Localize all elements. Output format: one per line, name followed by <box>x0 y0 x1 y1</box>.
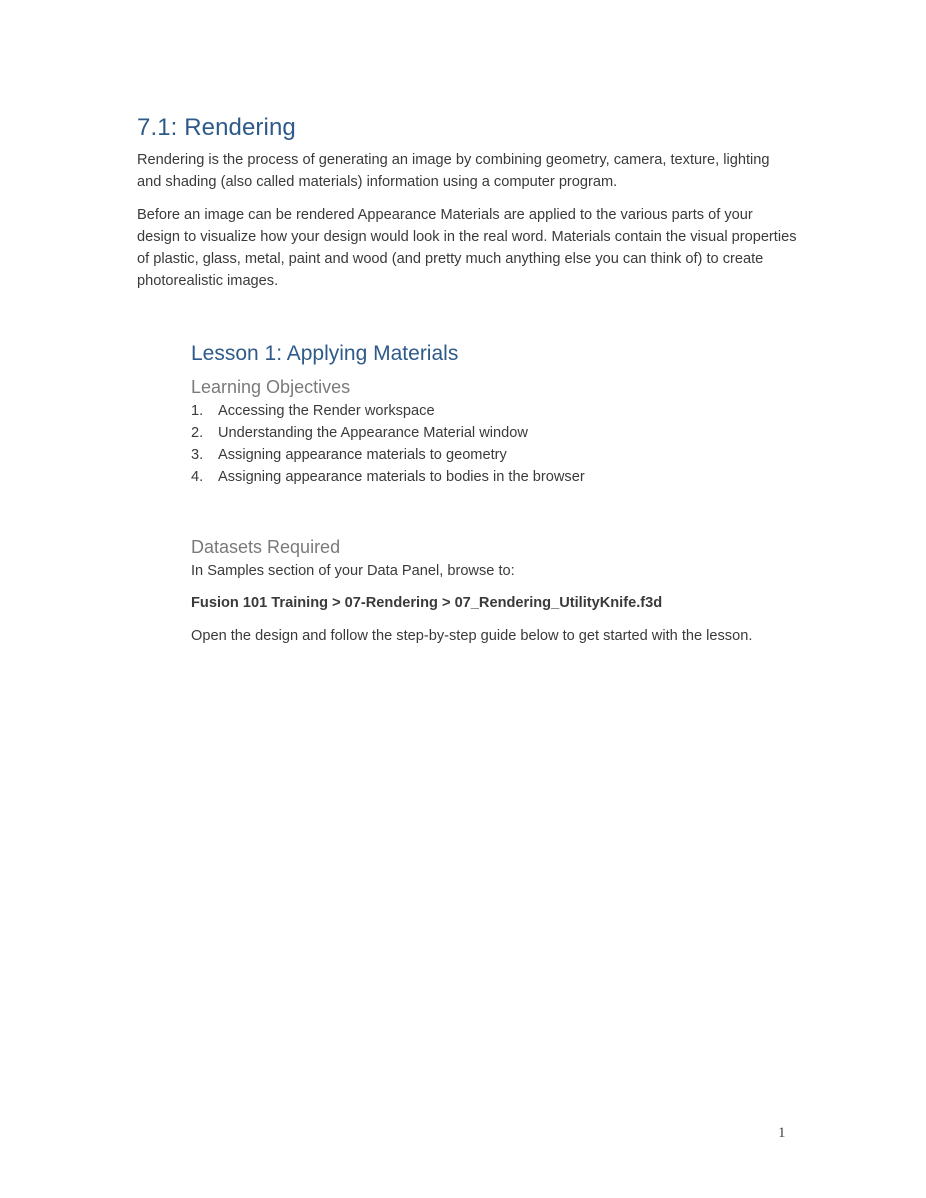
list-item <box>191 400 811 422</box>
list-item-text: Understanding the Appearance Material window <box>218 425 528 441</box>
lesson-title: Lesson 1: Applying Materials <box>191 342 459 365</box>
page-number: 1 <box>778 1125 786 1141</box>
datasets-heading: Datasets Required <box>191 537 341 557</box>
objectives-list <box>191 400 811 488</box>
intro-paragraph: Rendering is the process of generating an image by combining geometry, camera, texture, lighting and shading (also called materials) information using a computer program. <box>137 152 770 190</box>
list-item-number: 4. <box>191 469 204 485</box>
list-item-number: 3. <box>191 447 204 463</box>
list-item <box>191 466 811 488</box>
open-instruction: Open the design and follow the step-by-step guide below to get started with the lesson. <box>191 628 753 644</box>
list-item <box>191 422 811 444</box>
dataset-path: Fusion 101 Training > 07-Rendering > 07_Rendering_UtilityKnife.f3d <box>191 595 663 611</box>
list-item <box>191 444 811 466</box>
materials-paragraph: Before an image can be rendered Appearance Materials are applied to the various parts of your design to visualize how your design would look in the real word. Materials contain the visual properties of plastic, glass, metal, paint and wood (and pretty much anything else you can think of) to create photorealistic images. <box>137 207 797 289</box>
lesson-block <box>191 339 811 647</box>
objectives-heading: Learning Objectives <box>191 377 351 397</box>
list-item-text: Accessing the Render workspace <box>218 403 435 419</box>
section-title: 7.1: Rendering <box>137 114 296 141</box>
datasets-intro: In Samples section of your Data Panel, browse to: <box>191 563 515 579</box>
list-item-number: 1. <box>191 403 204 419</box>
list-item-text: Assigning appearance materials to geometry <box>218 447 507 463</box>
list-item-number: 2. <box>191 425 204 441</box>
list-item-text: Assigning appearance materials to bodies in the browser <box>218 469 585 485</box>
